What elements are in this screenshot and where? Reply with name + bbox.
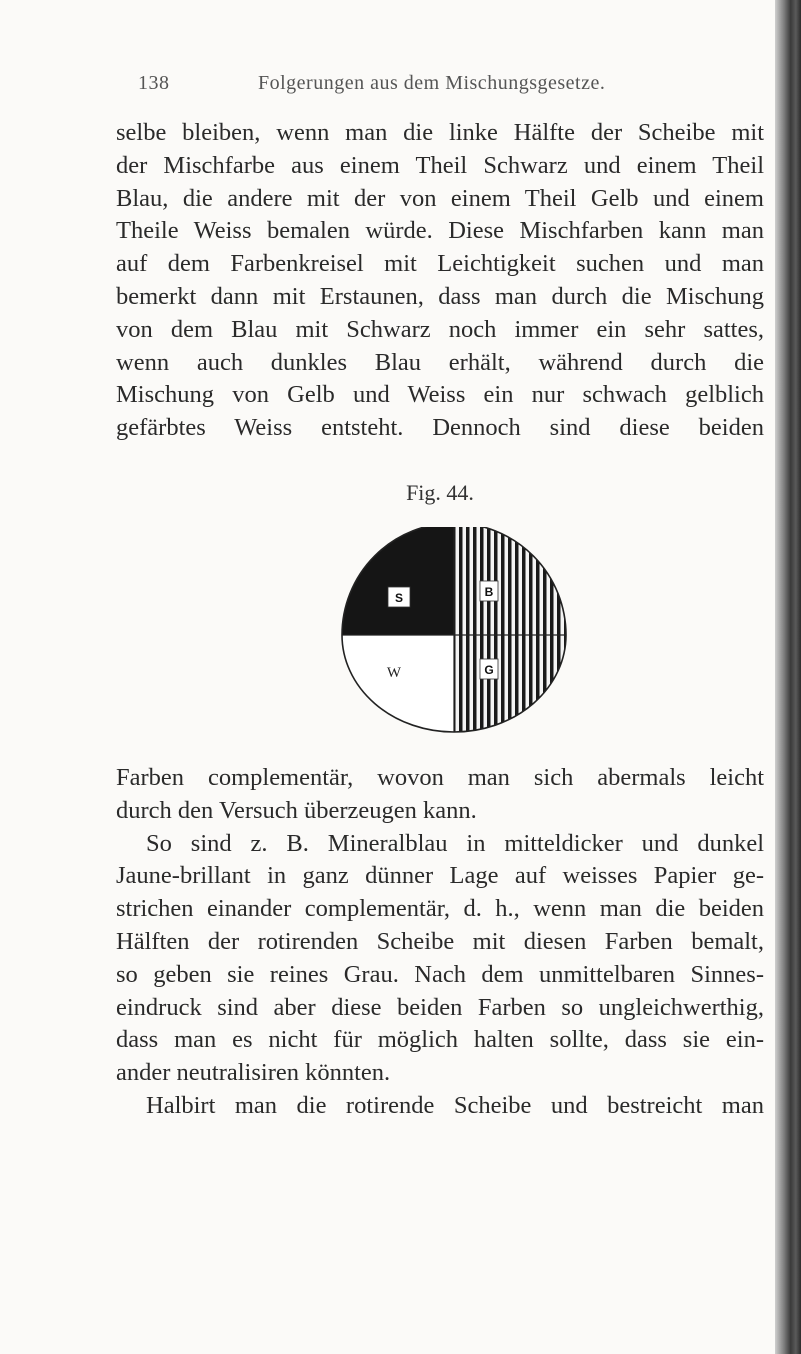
figure-caption: Fig. 44. [406,480,474,505]
color-disc-figure [340,527,568,737]
label-s: S [394,591,404,605]
text-line: der Mischfarbe aus einem Theil Schwarz und einem Theil [116,151,764,179]
running-head [138,72,758,102]
text-line: so geben sie reines Grau. Nach dem unmittelbaren Sinnes- [116,960,764,988]
text-line: bemerkt dann mit Erstaunen, dass man durch die Mischung [116,282,764,310]
text-line: durch den Versuch überzeugen kann. [116,796,477,824]
text-line: So sind z. B. Mineralblau in mitteldicker und dunkel [146,829,764,857]
text-line: eindruck sind aber diese beiden Farben so ungleichwerthig, [116,993,764,1021]
label-g: G [484,663,494,677]
color-disc-svg [340,527,568,737]
text-line: auf dem Farbenkreisel mit Leichtigkeit suchen und man [116,250,764,278]
disc-black-quadrant [340,527,454,635]
text-line: Jaune-brillant in ganz dünner Lage auf weisses Papier ge- [116,862,764,890]
label-b: B [484,585,494,599]
text-line: Theile Weiss bemalen würde. Diese Mischfarben kann man [116,217,764,245]
text-line: strichen einander complementär, d. h., wenn man die beiden [116,895,764,923]
text-line: Mischung von Gelb und Weiss ein nur schwach gelblich [116,381,764,409]
paragraph-bottom [116,762,764,1123]
text-line: von dem Blau mit Schwarz noch immer ein sehr sattes, [116,315,764,343]
page-binding-edge [775,0,801,1354]
text-line: Halbirt man die rotirende Scheibe und bestreicht man [146,1091,764,1119]
label-w: W [386,665,402,681]
text-line: selbe bleiben, wenn man die linke Hälfte der Scheibe mit [116,119,764,146]
text-line: Blau, die andere mit der von einem Theil Gelb und einem [116,184,764,212]
paragraph-top [116,117,764,445]
running-title: Folgerungen aus dem Mischungsgesetze. [258,72,606,94]
text-line: dass man es nicht für möglich halten sollte, dass sie ein- [116,1026,764,1054]
text-line: Farben complementär, wovon man sich abermals leicht [116,764,764,791]
page-number: 138 [138,72,170,94]
text-line: Hälften der rotirenden Scheibe mit diesen Farben bemalt, [116,927,764,955]
text-line: gefärbtes Weiss entsteht. Dennoch sind diese beiden [116,414,764,442]
text-line: wenn auch dunkles Blau erhält, während durch die [116,348,764,376]
text-line: ander neutralisiren könnten. [116,1059,391,1087]
disc-striped-half [454,527,568,737]
